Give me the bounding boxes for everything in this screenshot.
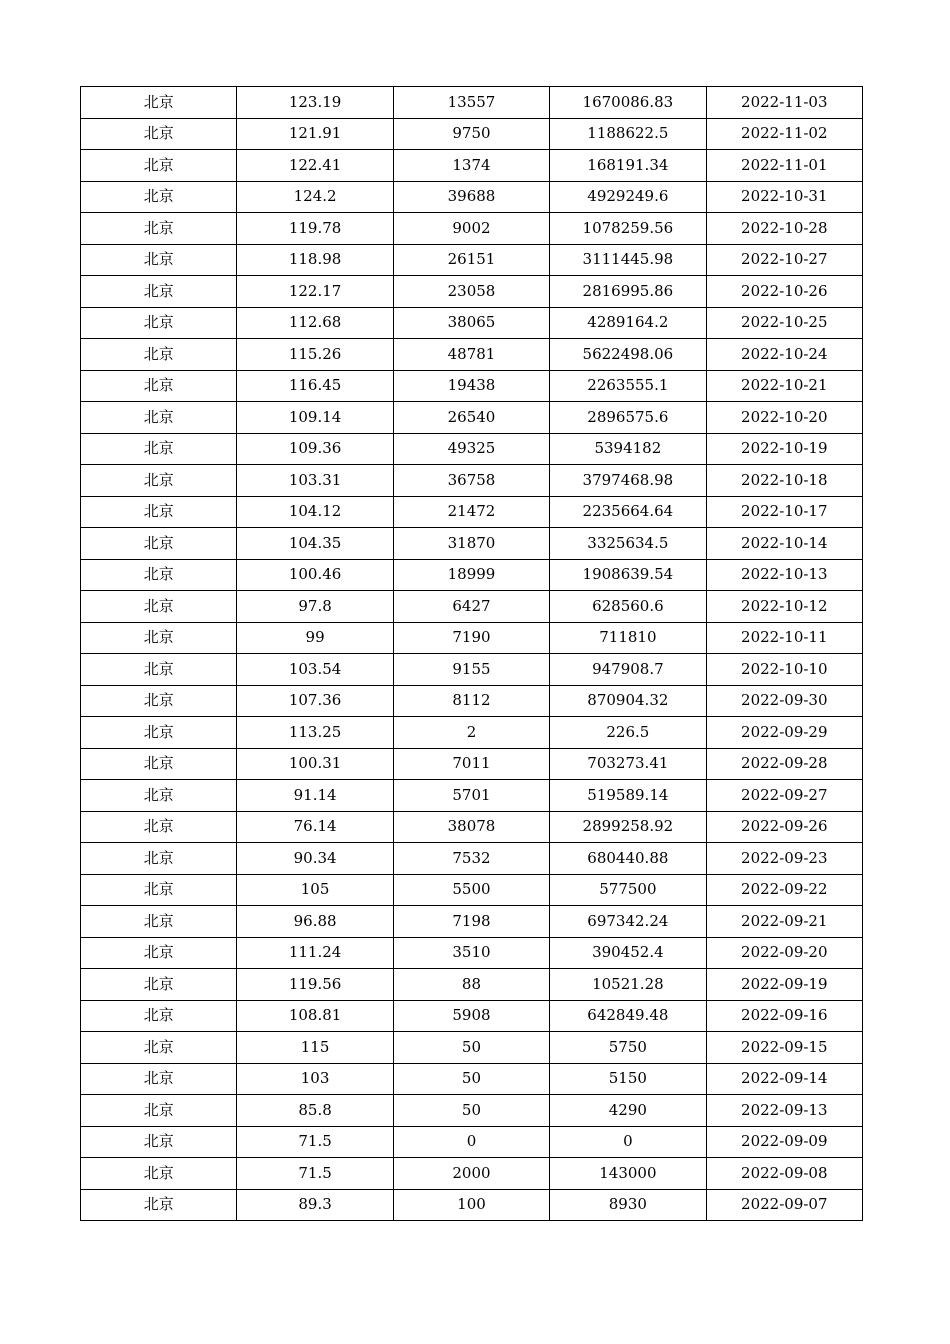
volume-cell: 50 xyxy=(393,1032,549,1064)
city-cell: 北京 xyxy=(81,465,237,497)
price-cell: 90.34 xyxy=(237,843,393,875)
table-row xyxy=(81,118,863,150)
volume-cell: 50 xyxy=(393,1095,549,1127)
amount-cell: 642849.48 xyxy=(550,1000,706,1032)
table-row xyxy=(81,843,863,875)
date-cell: 2022-09-27 xyxy=(706,780,862,812)
table-row xyxy=(81,465,863,497)
city-cell: 北京 xyxy=(81,339,237,371)
table-row xyxy=(81,591,863,623)
city-cell: 北京 xyxy=(81,528,237,560)
price-cell: 119.78 xyxy=(237,213,393,245)
volume-cell: 9002 xyxy=(393,213,549,245)
amount-cell: 628560.6 xyxy=(550,591,706,623)
amount-cell: 4290 xyxy=(550,1095,706,1127)
amount-cell: 4289164.2 xyxy=(550,307,706,339)
date-cell: 2022-11-03 xyxy=(706,87,862,119)
price-cell: 104.35 xyxy=(237,528,393,560)
city-cell: 北京 xyxy=(81,1000,237,1032)
amount-cell: 5622498.06 xyxy=(550,339,706,371)
date-cell: 2022-10-10 xyxy=(706,654,862,686)
table-row xyxy=(81,433,863,465)
price-cell: 103.31 xyxy=(237,465,393,497)
city-cell: 北京 xyxy=(81,1032,237,1064)
city-cell: 北京 xyxy=(81,591,237,623)
date-cell: 2022-10-13 xyxy=(706,559,862,591)
price-cell: 99 xyxy=(237,622,393,654)
city-cell: 北京 xyxy=(81,843,237,875)
volume-cell: 100 xyxy=(393,1189,549,1221)
table-row xyxy=(81,906,863,938)
date-cell: 2022-10-11 xyxy=(706,622,862,654)
date-cell: 2022-11-02 xyxy=(706,118,862,150)
table-row xyxy=(81,811,863,843)
amount-cell: 2235664.64 xyxy=(550,496,706,528)
date-cell: 2022-10-31 xyxy=(706,181,862,213)
date-cell: 2022-09-26 xyxy=(706,811,862,843)
price-cell: 89.3 xyxy=(237,1189,393,1221)
amount-cell: 3111445.98 xyxy=(550,244,706,276)
table-row xyxy=(81,307,863,339)
volume-cell: 5701 xyxy=(393,780,549,812)
volume-cell: 31870 xyxy=(393,528,549,560)
volume-cell: 26540 xyxy=(393,402,549,434)
table-row xyxy=(81,244,863,276)
price-cell: 116.45 xyxy=(237,370,393,402)
price-cell: 122.17 xyxy=(237,276,393,308)
price-cell: 122.41 xyxy=(237,150,393,182)
amount-cell: 226.5 xyxy=(550,717,706,749)
city-cell: 北京 xyxy=(81,433,237,465)
amount-cell: 1670086.83 xyxy=(550,87,706,119)
city-cell: 北京 xyxy=(81,748,237,780)
city-cell: 北京 xyxy=(81,402,237,434)
city-cell: 北京 xyxy=(81,874,237,906)
amount-cell: 2263555.1 xyxy=(550,370,706,402)
amount-cell: 519589.14 xyxy=(550,780,706,812)
table-row xyxy=(81,1063,863,1095)
volume-cell: 8112 xyxy=(393,685,549,717)
date-cell: 2022-10-14 xyxy=(706,528,862,560)
amount-cell: 10521.28 xyxy=(550,969,706,1001)
volume-cell: 6427 xyxy=(393,591,549,623)
price-cell: 107.36 xyxy=(237,685,393,717)
volume-cell: 9750 xyxy=(393,118,549,150)
table-row xyxy=(81,370,863,402)
price-cell: 115 xyxy=(237,1032,393,1064)
price-cell: 104.12 xyxy=(237,496,393,528)
price-cell: 124.2 xyxy=(237,181,393,213)
price-cell: 85.8 xyxy=(237,1095,393,1127)
city-cell: 北京 xyxy=(81,654,237,686)
amount-cell: 168191.34 xyxy=(550,150,706,182)
table-row xyxy=(81,87,863,119)
table-row xyxy=(81,685,863,717)
amount-cell: 1908639.54 xyxy=(550,559,706,591)
table-row xyxy=(81,717,863,749)
volume-cell: 38078 xyxy=(393,811,549,843)
date-cell: 2022-09-20 xyxy=(706,937,862,969)
table-row xyxy=(81,402,863,434)
price-cell: 91.14 xyxy=(237,780,393,812)
amount-cell: 3325634.5 xyxy=(550,528,706,560)
volume-cell: 0 xyxy=(393,1126,549,1158)
date-cell: 2022-09-09 xyxy=(706,1126,862,1158)
city-cell: 北京 xyxy=(81,559,237,591)
date-cell: 2022-10-28 xyxy=(706,213,862,245)
city-cell: 北京 xyxy=(81,906,237,938)
price-cell: 71.5 xyxy=(237,1158,393,1190)
table-row xyxy=(81,1000,863,1032)
price-cell: 100.31 xyxy=(237,748,393,780)
city-cell: 北京 xyxy=(81,780,237,812)
table-row xyxy=(81,1032,863,1064)
date-cell: 2022-10-18 xyxy=(706,465,862,497)
city-cell: 北京 xyxy=(81,244,237,276)
volume-cell: 18999 xyxy=(393,559,549,591)
table-row xyxy=(81,780,863,812)
price-cell: 97.8 xyxy=(237,591,393,623)
city-cell: 北京 xyxy=(81,118,237,150)
date-cell: 2022-09-23 xyxy=(706,843,862,875)
date-cell: 2022-10-12 xyxy=(706,591,862,623)
date-cell: 2022-11-01 xyxy=(706,150,862,182)
date-cell: 2022-10-21 xyxy=(706,370,862,402)
table-row xyxy=(81,181,863,213)
amount-cell: 2816995.86 xyxy=(550,276,706,308)
volume-cell: 38065 xyxy=(393,307,549,339)
city-cell: 北京 xyxy=(81,622,237,654)
amount-cell: 4929249.6 xyxy=(550,181,706,213)
city-cell: 北京 xyxy=(81,1095,237,1127)
volume-cell: 2000 xyxy=(393,1158,549,1190)
amount-cell: 947908.7 xyxy=(550,654,706,686)
city-cell: 北京 xyxy=(81,213,237,245)
date-cell: 2022-09-08 xyxy=(706,1158,862,1190)
table-row xyxy=(81,339,863,371)
city-cell: 北京 xyxy=(81,685,237,717)
amount-cell: 3797468.98 xyxy=(550,465,706,497)
price-cell: 105 xyxy=(237,874,393,906)
price-cell: 100.46 xyxy=(237,559,393,591)
table-row xyxy=(81,559,863,591)
date-cell: 2022-09-21 xyxy=(706,906,862,938)
city-cell: 北京 xyxy=(81,181,237,213)
volume-cell: 3510 xyxy=(393,937,549,969)
city-cell: 北京 xyxy=(81,811,237,843)
table-row xyxy=(81,874,863,906)
price-cell: 71.5 xyxy=(237,1126,393,1158)
amount-cell: 870904.32 xyxy=(550,685,706,717)
table-row xyxy=(81,1189,863,1221)
volume-cell: 5908 xyxy=(393,1000,549,1032)
date-cell: 2022-09-15 xyxy=(706,1032,862,1064)
amount-cell: 697342.24 xyxy=(550,906,706,938)
city-cell: 北京 xyxy=(81,717,237,749)
volume-cell: 19438 xyxy=(393,370,549,402)
table-body xyxy=(81,87,863,1221)
table-row xyxy=(81,1126,863,1158)
city-cell: 北京 xyxy=(81,496,237,528)
volume-cell: 13557 xyxy=(393,87,549,119)
volume-cell: 7198 xyxy=(393,906,549,938)
date-cell: 2022-10-24 xyxy=(706,339,862,371)
volume-cell: 1374 xyxy=(393,150,549,182)
price-cell: 96.88 xyxy=(237,906,393,938)
price-cell: 109.14 xyxy=(237,402,393,434)
date-cell: 2022-10-26 xyxy=(706,276,862,308)
city-cell: 北京 xyxy=(81,937,237,969)
volume-cell: 36758 xyxy=(393,465,549,497)
amount-cell: 711810 xyxy=(550,622,706,654)
date-cell: 2022-09-29 xyxy=(706,717,862,749)
date-cell: 2022-09-07 xyxy=(706,1189,862,1221)
date-cell: 2022-09-16 xyxy=(706,1000,862,1032)
date-cell: 2022-10-17 xyxy=(706,496,862,528)
date-cell: 2022-10-27 xyxy=(706,244,862,276)
table-row xyxy=(81,528,863,560)
table-row xyxy=(81,150,863,182)
date-cell: 2022-09-30 xyxy=(706,685,862,717)
price-cell: 112.68 xyxy=(237,307,393,339)
date-cell: 2022-10-19 xyxy=(706,433,862,465)
amount-cell: 8930 xyxy=(550,1189,706,1221)
price-cell: 113.25 xyxy=(237,717,393,749)
price-cell: 121.91 xyxy=(237,118,393,150)
volume-cell: 49325 xyxy=(393,433,549,465)
amount-cell: 680440.88 xyxy=(550,843,706,875)
table-row xyxy=(81,654,863,686)
date-cell: 2022-09-28 xyxy=(706,748,862,780)
city-cell: 北京 xyxy=(81,1063,237,1095)
table-row xyxy=(81,1095,863,1127)
table-row xyxy=(81,496,863,528)
date-cell: 2022-10-20 xyxy=(706,402,862,434)
table-row xyxy=(81,276,863,308)
amount-cell: 2899258.92 xyxy=(550,811,706,843)
table-row xyxy=(81,937,863,969)
city-cell: 北京 xyxy=(81,150,237,182)
city-cell: 北京 xyxy=(81,969,237,1001)
price-cell: 119.56 xyxy=(237,969,393,1001)
amount-cell: 703273.41 xyxy=(550,748,706,780)
volume-cell: 9155 xyxy=(393,654,549,686)
table-row xyxy=(81,1158,863,1190)
city-cell: 北京 xyxy=(81,307,237,339)
amount-cell: 577500 xyxy=(550,874,706,906)
price-cell: 108.81 xyxy=(237,1000,393,1032)
amount-cell: 5394182 xyxy=(550,433,706,465)
price-cell: 118.98 xyxy=(237,244,393,276)
amount-cell: 2896575.6 xyxy=(550,402,706,434)
city-cell: 北京 xyxy=(81,370,237,402)
amount-cell: 1078259.56 xyxy=(550,213,706,245)
volume-cell: 21472 xyxy=(393,496,549,528)
volume-cell: 48781 xyxy=(393,339,549,371)
volume-cell: 7011 xyxy=(393,748,549,780)
price-cell: 109.36 xyxy=(237,433,393,465)
price-cell: 111.24 xyxy=(237,937,393,969)
price-cell: 76.14 xyxy=(237,811,393,843)
volume-cell: 39688 xyxy=(393,181,549,213)
date-cell: 2022-09-14 xyxy=(706,1063,862,1095)
volume-cell: 50 xyxy=(393,1063,549,1095)
volume-cell: 88 xyxy=(393,969,549,1001)
city-cell: 北京 xyxy=(81,1189,237,1221)
city-cell: 北京 xyxy=(81,1126,237,1158)
volume-cell: 2 xyxy=(393,717,549,749)
price-cell: 103.54 xyxy=(237,654,393,686)
amount-cell: 1188622.5 xyxy=(550,118,706,150)
amount-cell: 143000 xyxy=(550,1158,706,1190)
amount-cell: 5750 xyxy=(550,1032,706,1064)
table-row xyxy=(81,748,863,780)
table-row xyxy=(81,213,863,245)
price-cell: 123.19 xyxy=(237,87,393,119)
price-cell: 115.26 xyxy=(237,339,393,371)
price-cell: 103 xyxy=(237,1063,393,1095)
city-cell: 北京 xyxy=(81,1158,237,1190)
city-cell: 北京 xyxy=(81,87,237,119)
volume-cell: 7190 xyxy=(393,622,549,654)
amount-cell: 5150 xyxy=(550,1063,706,1095)
table-row xyxy=(81,969,863,1001)
table-row xyxy=(81,622,863,654)
date-cell: 2022-09-13 xyxy=(706,1095,862,1127)
date-cell: 2022-09-19 xyxy=(706,969,862,1001)
city-cell: 北京 xyxy=(81,276,237,308)
price-volume-table xyxy=(80,86,863,1221)
volume-cell: 7532 xyxy=(393,843,549,875)
date-cell: 2022-09-22 xyxy=(706,874,862,906)
volume-cell: 26151 xyxy=(393,244,549,276)
volume-cell: 23058 xyxy=(393,276,549,308)
amount-cell: 390452.4 xyxy=(550,937,706,969)
volume-cell: 5500 xyxy=(393,874,549,906)
amount-cell: 0 xyxy=(550,1126,706,1158)
date-cell: 2022-10-25 xyxy=(706,307,862,339)
